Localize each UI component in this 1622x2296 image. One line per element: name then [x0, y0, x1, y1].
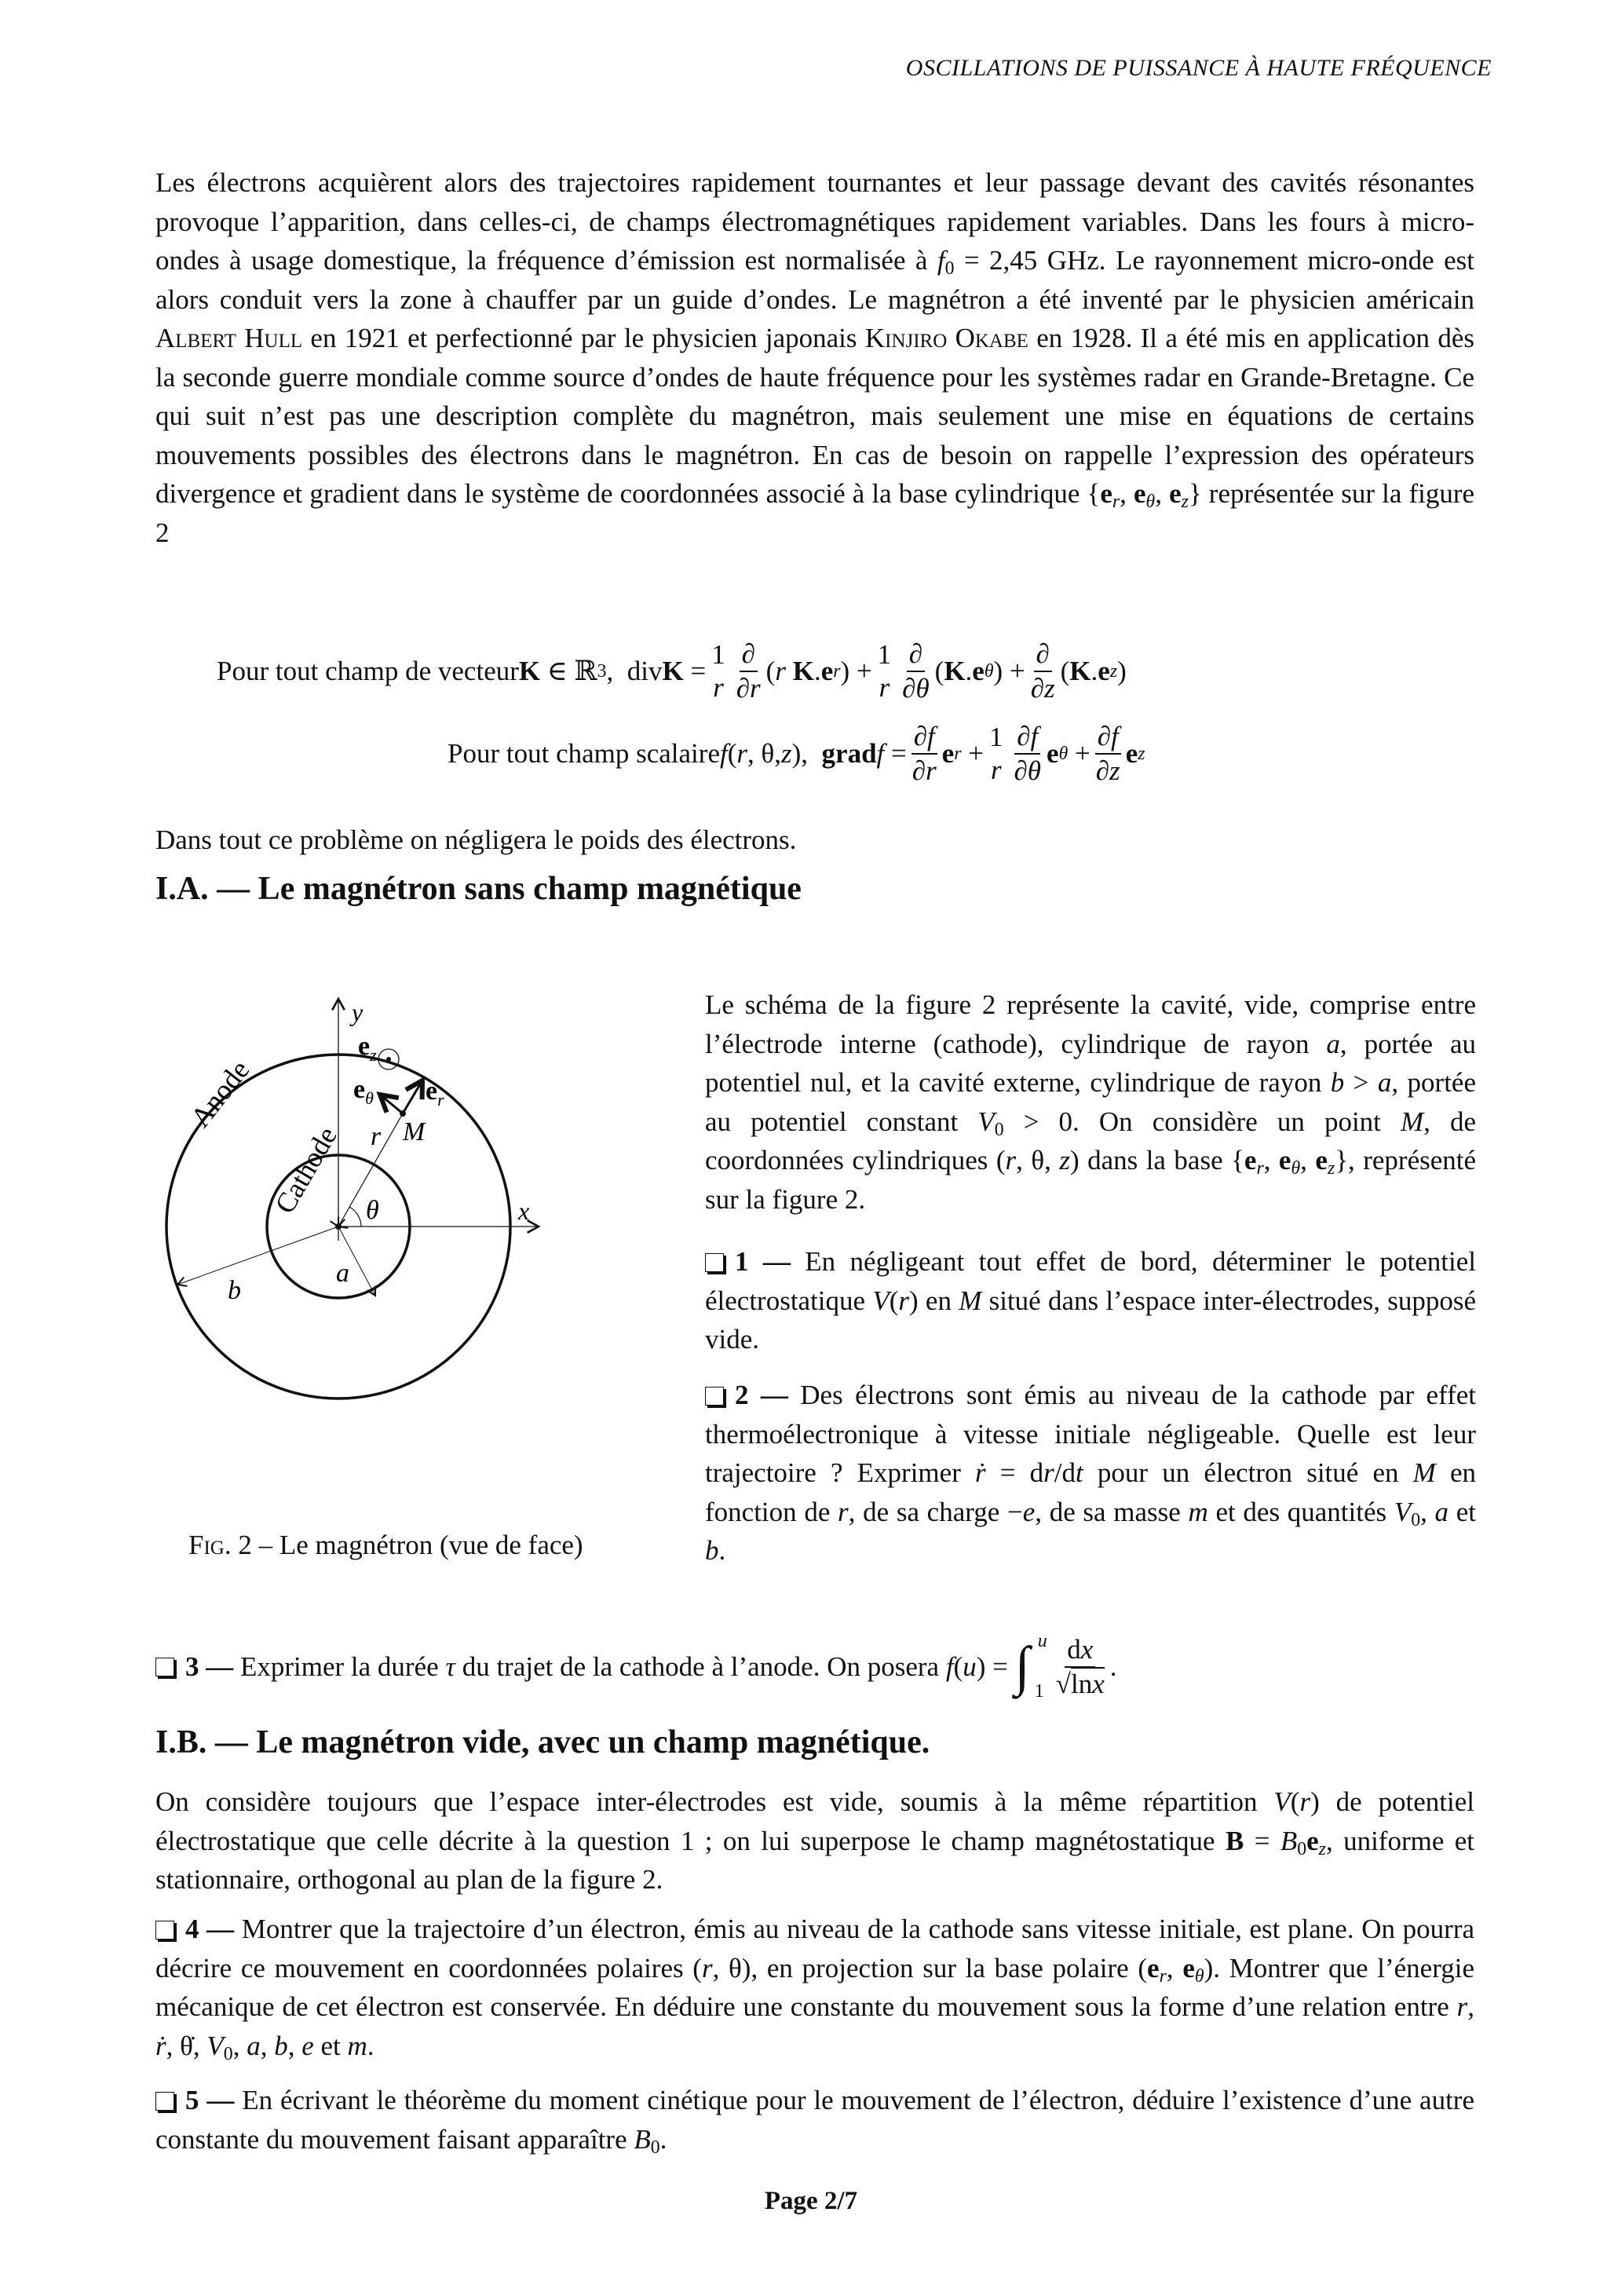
- question-5: 5 — En écrivant le théorème du moment cinétique pour le mouvement de l’électron, déduire l’existence d’une autre constante du mouvement faisant apparaître $B_0$.: [155, 2085, 1474, 2158]
- svg-text:eθ: $e_\theta$: [353, 1075, 374, 1108]
- etheta-vector: [380, 1095, 403, 1113]
- point-M-label: M: [403, 1117, 426, 1146]
- a-label: a: [336, 1259, 349, 1288]
- anode-label: Anode: [184, 1054, 256, 1133]
- theta-label: θ: [366, 1196, 379, 1225]
- cathode-label: Cathode: [269, 1121, 343, 1219]
- question-checkbox-icon: [705, 1387, 724, 1406]
- intro-text-5: représentée sur la figure 2: [155, 478, 1475, 548]
- f0-symbol: f: [937, 245, 945, 276]
- name-kinjiro-okabe: Kinjiro Okabe: [864, 323, 1028, 353]
- r-label: r: [371, 1122, 382, 1151]
- gradient-equation: Pour tout champ scalaire f ( r , θ, z ), grad f = $\frac{\partial f}{\partial r}$ e r + 1 r $\frac{\partial f}{\partial\theta}$ e θ + $\frac{\partial f}{\partial z}$ e z: [448, 721, 1145, 786]
- section-ib-intro: On considère toujours que l’espace inter-électrodes est vide, soumis à la même répartition V(r) de potentiel électrostatique que celle décrite à la question 1 ; on lui superpose le champ magnétostatique $B = B_0e_z$, uniforme et stationnaire, orthogonal au plan de la figure 2.: [155, 1786, 1475, 1895]
- question-checkbox-icon: [155, 1658, 174, 1676]
- question-2: 2 — Des électrons sont émis au niveau de la cathode par effet thermoélectronique à vitesse initiale négligeable. Quelle est leur trajectoire ? Exprimer ṙ = dr/dt pour un électron situé en M en fonction de r, de sa charge −e, de sa masse m et des quantités $V_0$, a et b.: [705, 1380, 1476, 1566]
- section-heading-ia: I.A. — Le magnétron sans champ magnétique: [155, 871, 802, 907]
- theta-arc: [349, 1207, 361, 1227]
- svg-text:ez: $e_z$: [358, 1032, 377, 1065]
- radius-b-arrow: [177, 1227, 338, 1285]
- name-albert-hull: Albert Hull: [155, 323, 303, 353]
- running-header: OSCILLATIONS DE PUISSANCE À HAUTE FRÉQUENCE: [905, 55, 1492, 81]
- er-vector: [403, 1080, 422, 1113]
- note-text: Dans tout ce problème on négligera le poids des électrons.: [155, 824, 797, 855]
- intro-text-3: en 1921 et perfectionné par le physicien japonais: [302, 323, 865, 353]
- question-checkbox-icon: [705, 1253, 724, 1272]
- section-heading-ib: I.B. — Le magnétron vide, avec un champ magnétique.: [155, 1724, 930, 1760]
- grad-lead-text: Pour tout champ scalaire: [448, 738, 720, 769]
- page-number: Page 2/7: [764, 2187, 858, 2215]
- div-lead-text: Pour tout champ de vecteur: [217, 656, 519, 686]
- y-axis-label: y: [352, 998, 363, 1026]
- x-axis-label: x: [518, 1197, 530, 1225]
- question-3: 3 — Exprimer la durée τ du trajet de la cathode à l’anode. On posera f(u) = ∫ u 1 $\frac{dx}{√\ln x}$ .: [155, 1633, 1117, 1701]
- b-label: b: [228, 1276, 241, 1305]
- question-4: 4 — Montrer que la trajectoire d’un électron, émis au niveau de la cathode sans vitesse initiale, est plane. On pourra décrire ce mouvement en coordonnées polaires (r, θ), en projection sur la base polaire ($e_r$, $e_\theta$). Montrer que l’énergie mécanique de cet électron est conservée. En déduire une constante du mouvement sous la forme d’une relation entre r, ṙ, θ̇, $V_0$, a, b, e et m.: [155, 1914, 1475, 2064]
- figure-description: Le schéma de la figure 2 représente la cavité, vide, comprise entre l’électrode interne (cathode), cylindrique de rayon a, portée au potentiel nul, et la cavité externe, cylindrique de rayon b > a, portée au potentiel constant $V_0 > 0$. On considère un point M, de coordonnées cylindriques (r, θ, z) dans la base {$e_r$, $e_\theta$, $e_z$}, représenté sur la figure 2.: [705, 989, 1477, 1215]
- integral-expression: ∫ u 1 $\frac{dx}{√\ln x}$ .: [1014, 1631, 1117, 1702]
- intro-text-1: Les électrons acquièrent alors des trajectoires rapidement tournantes et leur passage devant des cavités résonantes provoque l’apparition, dans celles-ci, de champs électromagnétiques rapidement variables. Dans les fours à micro-ondes à usage domestique, la fréquence d’émission est normalisée à: [155, 167, 1474, 276]
- question-checkbox-icon: [155, 1921, 174, 1940]
- intro-paragraph: Les électrons acquièrent alors des trajectoires rapidement tournantes et leur passage devant des cavités résonantes provoque l’apparition, dans celles-ci, de champs électromagnétiques rapidement variables. Dans les fours à micro-ondes à usage domestique, la fréquence d’émission est normalisée à $f_0 = 2,45$ GHz. Le rayonnement micro-onde est alors conduit vers la zone à chauffer par un guide d’ondes. Le magnétron a été inventé par le physicien américain Albert Hull en 1921 et perfectionné par le physicien japonais Kinjiro Okabe en 1928. Il a été mis en application dès la seconde guerre mondiale comme source d’ondes de haute fréquence pour les systèmes radar en Grande-Bretagne. Ce qui suit n’est pas une description complète du magnétron, mais seulement une mise en équations de certains mouvements possibles des électrons dans le magnétron. En cas de besoin on rappelle l’expression des opérateurs divergence et gradient dans le système de coordonnées associé à la base cylindrique {$e_r$, $e_\theta$, $e_z$} représentée sur la figure 2: [155, 167, 1475, 548]
- divergence-equation: Pour tout champ de vecteur K ∈ ℝ 3 , div K = 1 r $\frac{\partial}{\partial r}$ ( r K . e r ) + 1 r $\frac{\partial}{\partial\theta}$ ( K . e θ ) + $\frac{\partial}{\partial z}$ ( K . e z ): [217, 638, 1127, 704]
- intro-text-4: en 1928. Il a été mis en application dès la seconde guerre mondiale comme source d’ondes de haute fréquence pour les systèmes radar en Grande-Bretagne. Ce qui suit n’est pas une description complète du magnétron, mais seulement une mise en équations de certains mouvements possibles des électrons dans le magnétron. En cas de besoin on rappelle l’expression des opérateurs divergence et gradient dans le système de coordonnées associé à la base cylindrique: [155, 323, 1474, 509]
- question-checkbox-icon: [155, 2092, 174, 2111]
- figure-caption: Fig. 2 – Le magnétron (vue de face): [188, 1530, 583, 1560]
- question-1: 1 — En négligeant tout effet de bord, déterminer le potentiel électrostatique V(r) en M situé dans l’espace inter-électrodes, supposé vide.: [705, 1246, 1477, 1355]
- intro-text-2: = 2,45 GHz. Le rayonnement micro-onde est alors conduit vers la zone à chauffer par un guide d’ondes. Le magnétron a été inventé par le physicien américain: [155, 245, 1474, 315]
- f0-subscript: 0: [944, 258, 955, 279]
- figure-magnetron-diagram: [157, 985, 707, 1457]
- svg-text:er: $e_r$: [426, 1077, 444, 1110]
